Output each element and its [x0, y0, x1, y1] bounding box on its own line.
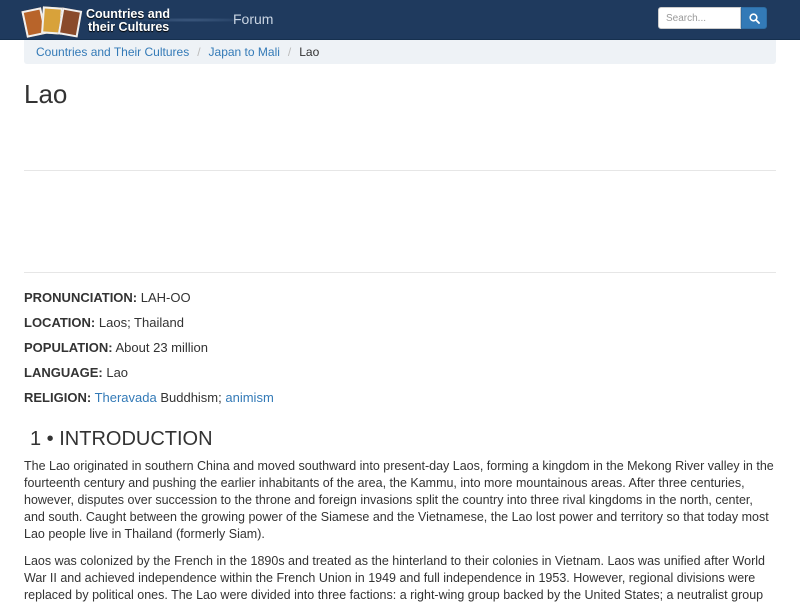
link-theravada[interactable]: Theravada — [94, 390, 157, 405]
fact-location — [24, 313, 776, 338]
fact-label: RELIGION: — [24, 390, 92, 405]
paragraph: Laos was colonized by the French in the 1890s and treated as the hinterland to their colonies in Vietnam. Laos was unified after World War II and achieved independence within the French Union in 1949 and full independence in 1953. However, regional divisions were replaced by political ones. The Lao were divided into three factions: a right-wing group backed by the United States; a neutralist group — [24, 554, 765, 602]
divider-top — [24, 170, 776, 171]
fact-population — [24, 338, 776, 363]
fact-label: LANGUAGE: — [24, 365, 103, 380]
top-navbar — [0, 0, 800, 40]
fact-value: About 23 million — [115, 340, 208, 355]
facts-list — [24, 288, 776, 413]
search-icon — [749, 13, 760, 24]
breadcrumb-separator: / — [197, 45, 201, 59]
breadcrumb-separator: / — [287, 45, 292, 59]
breadcrumb-current: Lao — [299, 45, 320, 59]
search-button[interactable] — [741, 7, 767, 29]
page-title: Lao — [24, 79, 68, 109]
nav-forum-link[interactable]: Forum — [233, 11, 274, 27]
logo-text-line1: Countries and — [86, 7, 171, 21]
section-heading-introduction: 1 • INTRODUCTION — [30, 428, 213, 450]
breadcrumb — [24, 40, 776, 64]
fact-value: Lao — [106, 365, 129, 380]
fact-value: Laos; Thailand — [98, 315, 184, 330]
fact-pronunciation — [24, 288, 776, 313]
search-input[interactable] — [658, 7, 741, 29]
logo-text-line2: their Cultures — [88, 20, 170, 34]
breadcrumb-link-countries[interactable]: Countries and Their Cultures — [36, 45, 190, 59]
link-animism[interactable]: animism — [225, 390, 274, 405]
fact-label: PRONUNCIATION: — [24, 290, 138, 305]
fact-language — [24, 363, 776, 388]
breadcrumb-link-japan-to-mali[interactable]: Japan to Mali — [208, 45, 280, 59]
fact-religion — [24, 388, 776, 413]
logo-tile-3 — [58, 7, 82, 37]
fact-label: LOCATION: — [24, 315, 96, 330]
paragraph: The Lao originated in southern China and moved southward into present-day Laos, forming a kingdom in the Mekong River valley in the fourteenth century and pushing the earlier inhabitants of the area, the Kammu, into more mountainous areas. After three centuries, however, disputes over succession to the throne and foreign invasions split the country into three rival kingdoms in the north, center, and south. Caught between the growing power of the Siamese and the Vietnamese, the Lao lost power and territory so that today most Lao people live in Thailand (formerly Siam). — [24, 459, 774, 541]
fact-value: LAH-OO — [140, 290, 191, 305]
divider-bottom — [24, 272, 776, 273]
fact-label: POPULATION: — [24, 340, 113, 355]
fact-value: Buddhism; — [156, 390, 226, 405]
site-logo-text[interactable] — [86, 8, 196, 34]
site-logo[interactable] — [22, 5, 84, 38]
